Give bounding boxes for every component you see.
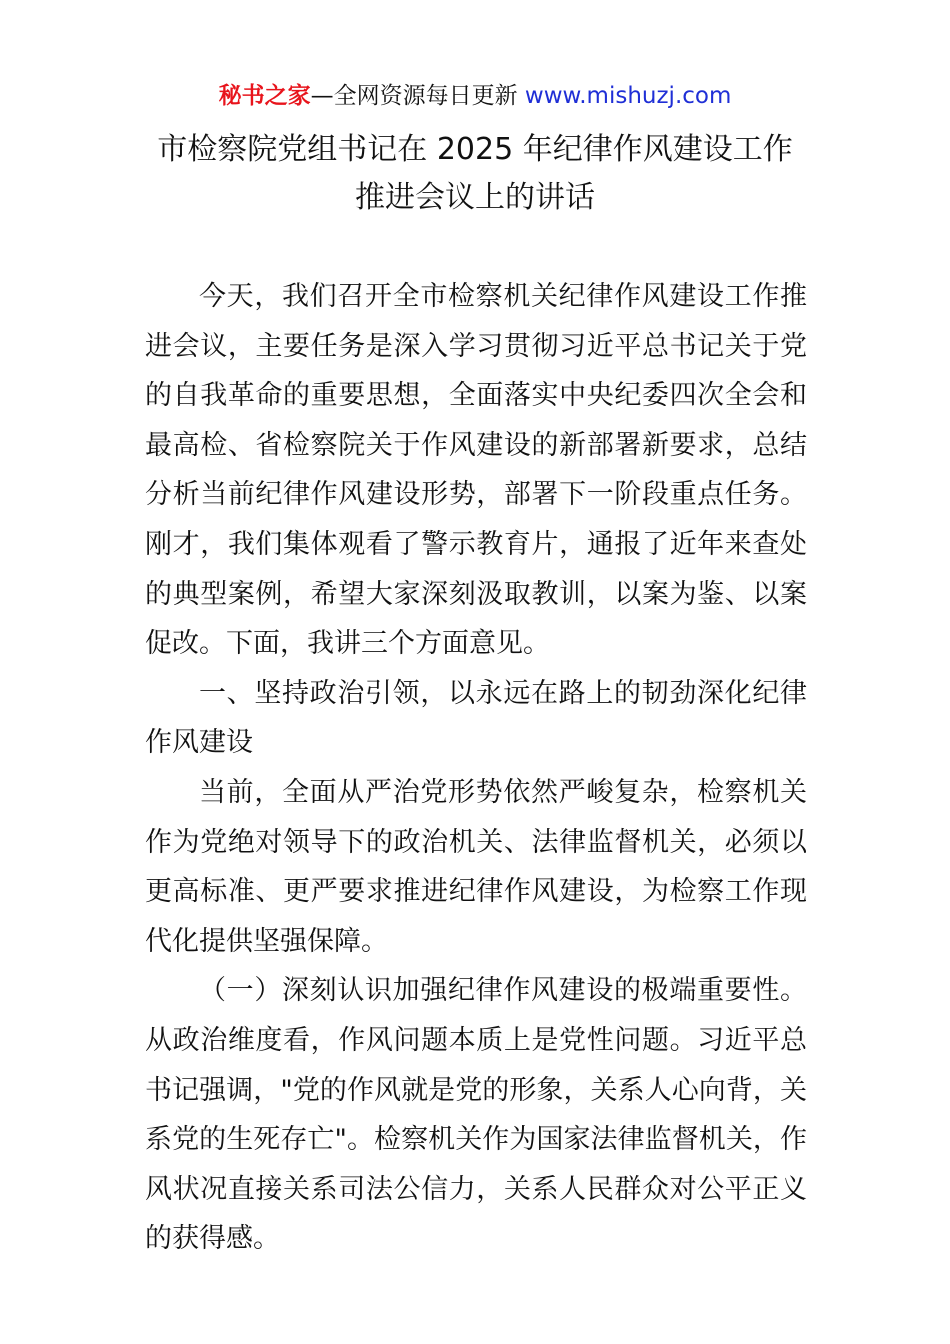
document-body [145,272,807,1264]
paragraph-intro: 今天，我们召开全市检察机关纪律作风建设工作推进会议，主要任务是深入学习贯彻习近平总书记关于党的自我革命的重要思想，全面落实中央纪委四次全会和最高检、省检察院关于作风建设的新部署新要求，总结分析当前纪律作风建设形势，部署下一阶段重点任务。刚才，我们集体观看了警示教育片，通报了近年来查处的典型案例，希望大家深刻汲取教训，以案为鉴、以案促改。下面，我讲三个方面意见。 [145,281,807,660]
site-header [0,80,950,112]
site-tagline: —全网资源每日更新 [310,83,525,109]
site-brand: 秘书之家 [218,83,311,109]
document-title-line-2: 推进会议上的讲话 [355,180,595,215]
paragraph-subsection-1: （一）深刻认识加强纪律作风建设的极端重要性。从政治维度看，作风问题本质上是党性问题。习近平总书记强调，"党的作风就是党的形象，关系人心向背，关系党的生死存亡"。检察机关作为国家法律监督机关，作风状况直接关系司法公信力，关系人民群众对公平正义的获得感。 [145,975,807,1255]
paragraph-section-1-intro: 当前，全面从严治党形势依然严峻复杂，检察机关作为党绝对领导下的政治机关、法律监督机关，必须以更高标准、更严要求推进纪律作风建设，为检察工作现代化提供坚强保障。 [145,776,807,957]
document-title-line-1: 市检察院党组书记在 2025 年纪律作风建设工作 [157,132,793,167]
site-url-link[interactable]: www.mishuzj.com [524,83,732,109]
section-heading-1: 一、坚持政治引领，以永远在路上的韧劲深化纪律作风建设 [145,677,807,759]
